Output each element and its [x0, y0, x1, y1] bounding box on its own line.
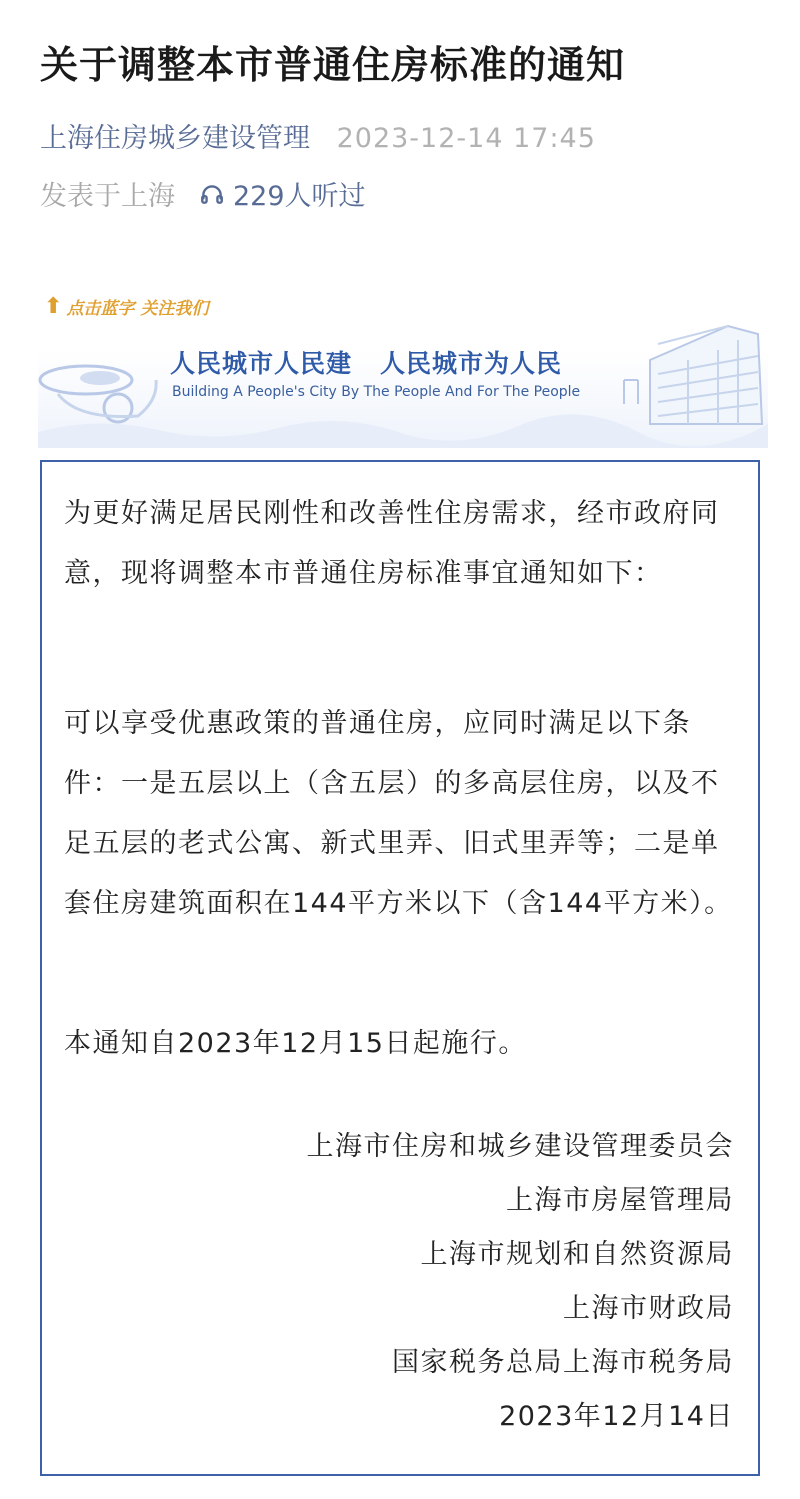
arrow-up-icon: ⬆ — [44, 294, 63, 319]
slogan-english: Building A People's City By The People And For The People — [172, 384, 581, 400]
listen-button[interactable] — [199, 174, 366, 213]
publish-location: 发表于上海 — [40, 181, 175, 212]
article-meta — [40, 116, 596, 155]
headphones-icon — [199, 181, 225, 207]
article-meta-secondary — [40, 174, 366, 213]
signatory: 上海市房屋管理局 — [506, 1185, 734, 1216]
signatory: 上海市规划和自然资源局 — [420, 1239, 734, 1270]
signatory: 国家税务总局上海市税务局 — [392, 1347, 734, 1378]
account-name-link[interactable]: 上海住房城乡建设管理 — [40, 123, 310, 154]
follow-tip-text: 点击蓝字 关注我们 — [66, 299, 209, 319]
notice-paragraph-intro: 为更好满足居民刚性和改善性住房需求，经市政府同意，现将调整本市普通住房标准事宜通知如下： — [64, 498, 720, 589]
slogan-banner — [38, 320, 768, 448]
slogan-part-1: 人民城市人民建 — [170, 349, 353, 378]
notice-paragraph-effective: 本通知自2023年12月15日起施行。 — [64, 1028, 527, 1059]
notice-date: 2023年12月14日 — [499, 1401, 734, 1432]
listen-count: 229人听过 — [233, 181, 366, 212]
publish-datetime: 2023-12-14 17:45 — [336, 123, 596, 154]
signatory: 上海市财政局 — [563, 1293, 734, 1324]
slogan-chinese — [170, 344, 562, 380]
notice-box — [40, 460, 760, 1476]
signature-block — [307, 1120, 735, 1444]
notice-paragraph-conditions: 可以享受优惠政策的普通住房，应同时满足以下条件：一是五层以上（含五层）的多高层住房，以及不足五层的老式公寓、新式里弄、旧式里弄等；二是单套住房建筑面积在144平方米以下（含144平方米）。 — [64, 708, 733, 919]
signatory: 上海市住房和城乡建设管理委员会 — [306, 1131, 734, 1162]
article-title: 关于调整本市普通住房标准的通知 — [40, 43, 626, 87]
follow-us-tip[interactable] — [44, 294, 208, 319]
slogan-part-2: 人民城市为人民 — [380, 349, 563, 378]
